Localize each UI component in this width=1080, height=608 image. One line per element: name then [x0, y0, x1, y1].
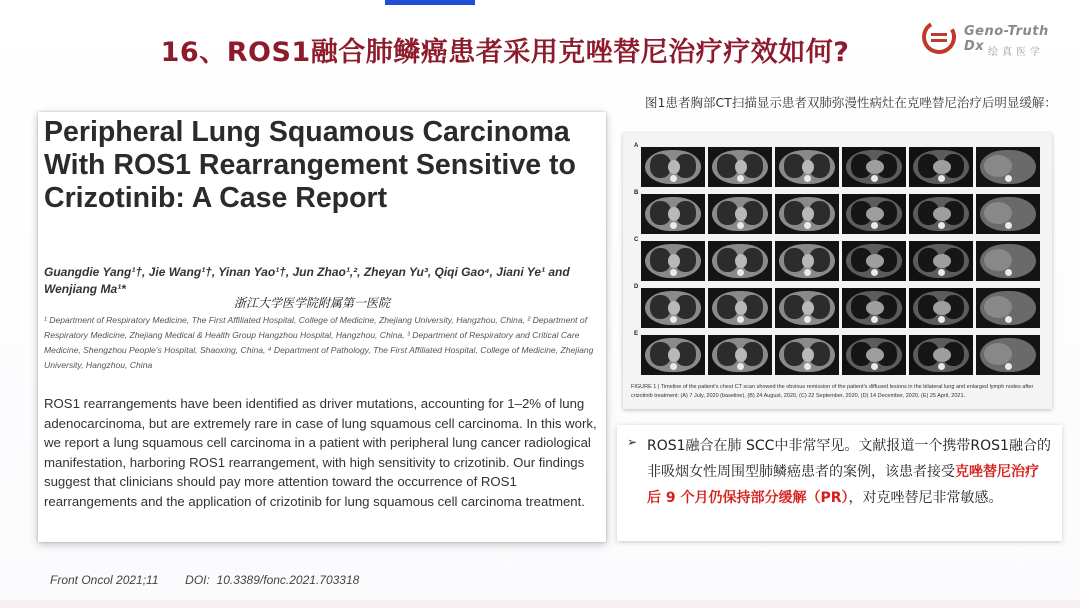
- ct-row-label: E: [634, 331, 639, 337]
- summary-text: [647, 433, 1052, 511]
- ct-scan-image: [842, 288, 906, 328]
- summary-part1: ROS1融合在肺 SCC中非常罕见。文献报道一个携带ROS1融合的非吸烟女性周围型肺鳞癌患者的案例，该患者接受: [647, 438, 1051, 480]
- ct-row-label: C: [634, 237, 639, 243]
- summary-part2: ，对克唑替尼非常敏感。: [848, 490, 1003, 506]
- ct-scan-image: [775, 241, 839, 281]
- ct-scan-image: [708, 241, 772, 281]
- ct-row: [631, 239, 1045, 281]
- paper-excerpt: [38, 112, 606, 542]
- ct-figure: [623, 133, 1052, 409]
- logo-subtitle: 绘真医学: [988, 47, 1044, 58]
- company-logo: [918, 16, 1068, 66]
- ct-scan-image: [909, 147, 973, 187]
- ct-scan-image: [842, 241, 906, 281]
- ct-scan-image: [708, 194, 772, 234]
- ct-row: [631, 145, 1045, 187]
- paper-affiliations: ¹ Department of Respiratory Medicine, The First Affiliated Hospital, College of Medicine, Zhejiang University, Hangzhou, China, ² Department of Respiratory Medicine, Zhejiang Medical & Health Group Hangzhou Hospital, Hangzhou, China, ³ Department of Respiratory and Critical Care Medicine, Shengzhou People's Hospital, Shaoxing, China, ⁴ Department of Pathology, The First Affiliated Hospital, College of Medicine, Zhejiang University, Hangzhou, China: [44, 315, 594, 370]
- ct-scan-image: [708, 147, 772, 187]
- bottom-strip: [0, 600, 1080, 608]
- ct-scan-image: [842, 335, 906, 375]
- ct-scan-image: [708, 335, 772, 375]
- top-accent-bar: [385, 0, 475, 5]
- ct-scan-image: [775, 335, 839, 375]
- ct-row: [631, 333, 1045, 375]
- bullet-arrow-icon: ➢: [627, 435, 638, 449]
- ct-scan-image: [641, 194, 705, 234]
- ct-scan-image: [976, 335, 1040, 375]
- ct-scan-image: [641, 335, 705, 375]
- ct-row: [631, 192, 1045, 234]
- citation: Front Oncol 2021;11 DOI: 10.3389/fonc.2021.703318: [50, 573, 360, 587]
- slide-title: 16、ROS1融合肺鳞癌患者采用克唑替尼治疗疗效如何?: [160, 37, 850, 68]
- ct-scan-image: [842, 194, 906, 234]
- summary-highlight: 克唑替尼治疗后 9 个月仍保持部分缓解（PR）: [647, 464, 1039, 506]
- ct-scan-image: [842, 147, 906, 187]
- ct-scan-image: [641, 147, 705, 187]
- geno-truth-logo-icon: [920, 18, 958, 56]
- ct-scan-image: [976, 194, 1040, 234]
- ct-scan-image: [775, 288, 839, 328]
- ct-row-label: A: [634, 143, 639, 149]
- ct-scan-image: [641, 288, 705, 328]
- ct-row-label: B: [634, 190, 639, 196]
- figure-legend: FIGURE 1 | Timeline of the patient's chest CT scan showed the obvious remission of the patient's diffused lesions in the bilateral lung and enlarged lymph nodes after crizotinib treatment: (A) 7 July, 2020 (baseline), (B) 24 August, 2020, (C) 22 September, 2020, (D) 14 December, 2020, (E) 25 April, 2021.: [631, 384, 1034, 399]
- paper-abstract: ROS1 rearrangements have been identified as driver mutations, accounting for 1–2% of lung adenocarcinoma, but are extremely rare in case of lung squamous cell carcinoma. In this work, we report a lung squamous cell carcinoma in a patient with peripheral lung cancer radiological manifestation, harboring ROS1 rearrangement, with high sensitivity to crizotinib. Our findings suggest that clinicians should pay more attention toward the occurrence of ROS1 rearrangements and the application of crizotinib for lung squamous cell carcinoma treatment.: [44, 396, 597, 509]
- summary-box: [617, 425, 1062, 541]
- ct-scan-image: [909, 241, 973, 281]
- ct-row-label: D: [634, 284, 639, 290]
- ct-row: [631, 286, 1045, 328]
- ct-scan-image: [775, 194, 839, 234]
- ct-scan-image: [641, 241, 705, 281]
- affiliation-cn: 浙江大学医学院附属第一医院: [234, 296, 391, 310]
- ct-scan-image: [909, 194, 973, 234]
- logo-name: Geno-Truth Dx: [964, 24, 1049, 54]
- figure-caption-cn: 图1患者胸部CT扫描显示患者双肺弥漫性病灶在克唑替尼治疗后明显缓解：: [645, 95, 1057, 110]
- ct-scan-image: [976, 147, 1040, 187]
- ct-scan-image: [775, 147, 839, 187]
- ct-scan-image: [909, 335, 973, 375]
- paper-title: Peripheral Lung Squamous Carcinoma With ROS1 Rearrangement Sensitive to Crizotinib: A Case Report: [44, 116, 576, 214]
- ct-scan-image: [909, 288, 973, 328]
- paper-authors: Guangdie Yang¹†, Jie Wang¹†, Yinan Yao¹†, Jun Zhao¹,², Zheyan Yu³, Qiqi Gao⁴, Jiani Ye¹ and Wenjiang Ma¹*: [44, 265, 570, 296]
- ct-scan-image: [976, 241, 1040, 281]
- ct-scan-image: [976, 288, 1040, 328]
- ct-scan-image: [708, 288, 772, 328]
